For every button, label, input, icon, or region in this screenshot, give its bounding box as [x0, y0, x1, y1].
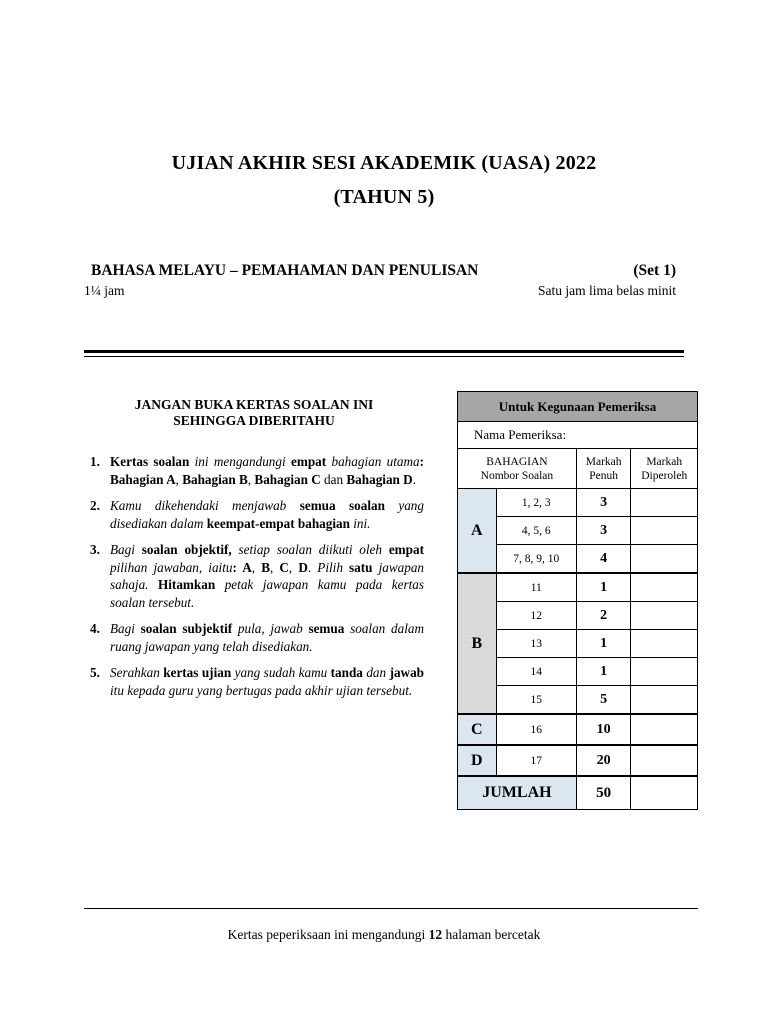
- divider-thick: [84, 350, 684, 353]
- total-label: JUMLAH: [458, 776, 577, 810]
- instruction-item: [84, 541, 424, 611]
- full-marks: 4: [576, 545, 631, 574]
- instruction-text: C: [279, 559, 289, 575]
- obtained-marks-cell[interactable]: [631, 630, 698, 658]
- question-numbers: 7, 8, 9, 10: [496, 545, 576, 574]
- section-b-label: B: [458, 573, 497, 714]
- instruction-text: setiap soalan diikuti oleh: [231, 542, 389, 557]
- instruction-text: ,: [175, 471, 183, 487]
- footer-text-before: Kertas peperiksaan ini mengandungi: [227, 927, 429, 942]
- instruction-text: ,: [251, 559, 262, 575]
- instruction-text: : Bahagian A: [110, 454, 424, 487]
- instruction-text: empat: [290, 454, 327, 469]
- examiner-table: [457, 391, 698, 810]
- instruction-text: Bagi: [110, 621, 141, 636]
- page-count-note: [0, 927, 768, 943]
- instruction-text: dan: [320, 471, 347, 487]
- instruction-text: jawab: [389, 665, 424, 680]
- instruction-text: tanda: [330, 665, 363, 680]
- full-marks: 1: [576, 573, 631, 602]
- obtained-marks-cell[interactable]: [631, 745, 698, 776]
- subject-title: BAHASA MELAYU – PEMAHAMAN DAN PENULISAN: [91, 262, 479, 279]
- instruction-item: [84, 664, 424, 699]
- warning-line-1: JANGAN BUKA KERTAS SOALAN INI: [134, 397, 374, 412]
- full-marks: 2: [576, 602, 631, 630]
- instruction-number: 3.: [90, 542, 100, 557]
- instruction-text: Bahagian C: [254, 471, 321, 487]
- instruction-text: soalan objektif,: [141, 542, 232, 557]
- instruction-text: Bahagian D: [346, 471, 413, 487]
- full-marks: 1: [576, 658, 631, 686]
- obtained-marks-cell[interactable]: [631, 545, 698, 574]
- column-obtained-line2: Diperoleh: [641, 469, 688, 482]
- instruction-number: 5.: [90, 665, 100, 680]
- examiner-table-heading: Untuk Kegunaan Pemeriksa: [458, 392, 698, 422]
- instruction-text: petak jawapan kamu pada kertas soalan tersebut.: [110, 577, 425, 610]
- exam-title: UJIAN AKHIR SESI AKADEMIK (UASA) 2022: [171, 152, 597, 174]
- instruction-text: D: [298, 559, 308, 575]
- warning-notice: [108, 397, 400, 429]
- instruction-text: kertas ujian: [163, 665, 232, 680]
- instruction-text: Hitamkan: [158, 577, 216, 592]
- instruction-text: ini mengandungi: [189, 454, 291, 469]
- column-full-marks: [576, 449, 631, 489]
- instruction-text: Bagi: [110, 542, 142, 557]
- instruction-text: ini.: [349, 515, 371, 531]
- duration-words: Satu jam lima belas minit: [538, 283, 676, 298]
- full-marks: 5: [576, 686, 631, 715]
- obtained-marks-cell[interactable]: [631, 658, 698, 686]
- divider-thin: [84, 356, 684, 357]
- column-section-label: BAHAGIAN: [486, 455, 548, 468]
- instruction-text: yang sudah kamu: [231, 665, 331, 680]
- instruction-text: Kertas soalan: [110, 454, 190, 469]
- question-numbers: 14: [496, 658, 576, 686]
- instruction-text: ,: [269, 559, 280, 575]
- instruction-text: empat: [388, 542, 424, 557]
- column-section-question: [458, 449, 577, 489]
- question-numbers: 4, 5, 6: [496, 517, 576, 545]
- total-obtained-cell[interactable]: [631, 776, 698, 810]
- set-label: (Set 1): [633, 262, 676, 279]
- instruction-text: yang disediakan dalam: [110, 498, 424, 531]
- column-full-marks-line2: Penuh: [589, 469, 618, 482]
- question-numbers: 16: [496, 714, 576, 745]
- full-marks: 10: [576, 714, 631, 745]
- instruction-text: : A: [232, 559, 252, 575]
- instruction-text: Serahkan: [110, 665, 164, 680]
- instruction-text: Pilih: [317, 559, 350, 575]
- full-marks: 20: [576, 745, 631, 776]
- column-full-marks-line1: Markah: [585, 455, 622, 468]
- instruction-text: Bahagian B: [182, 471, 248, 487]
- instruction-text: bahagian utama: [326, 454, 420, 469]
- obtained-marks-cell[interactable]: [631, 517, 698, 545]
- question-numbers: 1, 2, 3: [496, 489, 576, 517]
- instruction-text: soalan subjektif: [140, 621, 233, 636]
- column-question-label: Nombor Soalan: [480, 469, 554, 482]
- section-a-label: A: [458, 489, 497, 574]
- instruction-text: .: [307, 559, 318, 575]
- instruction-text: itu kepada guru yang bertugas pada akhir ujian tersebut.: [110, 682, 413, 698]
- examiner-name-label: Nama Pemeriksa:: [458, 422, 698, 449]
- obtained-marks-cell[interactable]: [631, 686, 698, 715]
- total-full-marks: 50: [576, 776, 631, 810]
- warning-line-2: SEHINGGA DIBERITAHU: [173, 413, 335, 428]
- instruction-item: [84, 497, 424, 532]
- footer-page-count: 12: [428, 927, 443, 942]
- instruction-text: satu: [349, 559, 373, 575]
- full-marks: 3: [576, 517, 631, 545]
- full-marks: 1: [576, 630, 631, 658]
- instruction-number: 2.: [90, 498, 100, 513]
- instruction-number: 1.: [90, 454, 100, 469]
- obtained-marks-cell[interactable]: [631, 489, 698, 517]
- question-numbers: 13: [496, 630, 576, 658]
- instruction-text: pilihan jawaban, iaitu: [110, 559, 233, 575]
- instruction-text: ,: [288, 559, 299, 575]
- instruction-item: [84, 620, 424, 655]
- footer-text-after: halaman bercetak: [442, 927, 541, 942]
- obtained-marks-cell[interactable]: [631, 573, 698, 602]
- instruction-text: pula, jawab: [232, 621, 309, 636]
- instruction-text: .: [412, 471, 416, 487]
- column-obtained-marks: [631, 449, 698, 489]
- section-d-label: D: [458, 745, 497, 776]
- instructions-list: [84, 453, 424, 708]
- instruction-text: B: [261, 559, 270, 575]
- question-numbers: 17: [496, 745, 576, 776]
- instruction-text: jawapan sahaja.: [110, 559, 425, 592]
- instruction-text: dan: [362, 665, 390, 680]
- obtained-marks-cell[interactable]: [631, 602, 698, 630]
- instruction-text: keempat-empat bahagian: [206, 515, 350, 531]
- question-numbers: 15: [496, 686, 576, 715]
- obtained-marks-cell[interactable]: [631, 714, 698, 745]
- instruction-text: semua soalan: [299, 498, 385, 513]
- instruction-number: 4.: [90, 621, 100, 636]
- full-marks: 3: [576, 489, 631, 517]
- instruction-text: Kamu dikehendaki menjawab: [110, 498, 300, 513]
- instruction-text: soalan dalam ruang jawapan yang telah disediakan.: [110, 621, 424, 654]
- column-obtained-line1: Markah: [646, 455, 683, 468]
- exam-year-level: (TAHUN 5): [333, 186, 435, 208]
- footer-divider: [84, 908, 698, 909]
- instruction-text: ,: [247, 471, 255, 487]
- instruction-item: [84, 453, 424, 488]
- question-numbers: 12: [496, 602, 576, 630]
- duration: 1¼ jam: [84, 283, 125, 298]
- question-numbers: 11: [496, 573, 576, 602]
- instruction-text: semua: [308, 621, 345, 636]
- section-c-label: C: [458, 714, 497, 745]
